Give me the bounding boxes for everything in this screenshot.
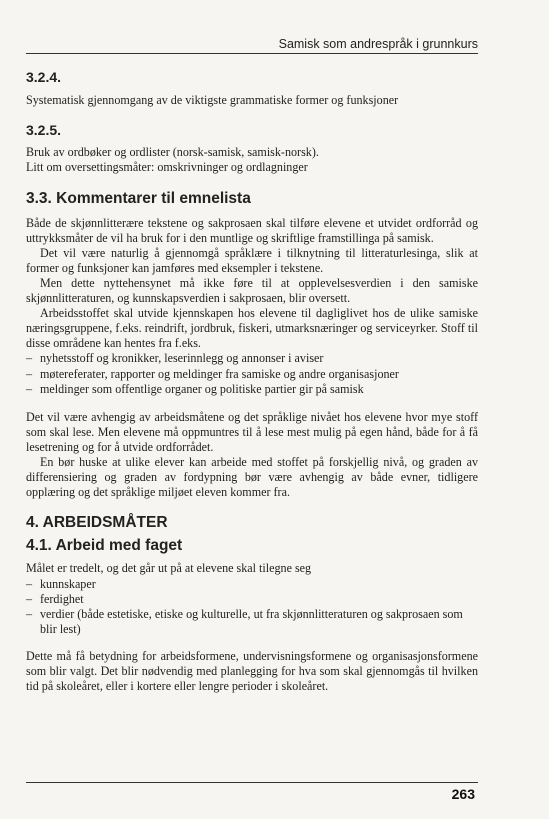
page-number: 263 [451, 786, 475, 802]
heading-4-1: 4.1. Arbeid med faget [26, 537, 183, 555]
heading-3-2-5: 3.2.5. [26, 122, 62, 139]
paragraph-3-3-5: Det vil være avhengig av arbeidsmåtene og det språklige nivået hos elevene hvor mye stoff som skal lese. Men elevene må oppmuntres til å lese mest mulig på egen hånd, både for å få lesetrening og for å utvide ordforrådet. [26, 409, 478, 454]
paragraph-3-3-4: Arbeidsstoffet skal utvide kjennskapen hos elevene til dagliglivet hos de ulike samiske næringsgruppene, f.eks. reindrift, jordbruk, fiskeri, utmarksnæringer og serviceyrker. Stoff til disse områdene kan hentes fra f.eks. [26, 306, 478, 351]
list-item: – nyhetsstoff og kronikker, leserinnlegg og annonser i aviser [26, 351, 478, 366]
list-item: – ferdighet [26, 592, 478, 607]
page-content [26, 70, 478, 694]
paragraph-3-3-6: En bør huske at ulike elever kan arbeide med stoffet på forskjellig nivå, og graden av differensiering og graden av fordypning bør være avhengig av både evner, tidligere opplæring og det språklige miljøet eleven kommer fra. [26, 454, 478, 500]
list-item: – meldinger som offentlige organer og politiske partier gir på samisk [26, 382, 478, 397]
heading-4: 4. ARBEIDSMÅTER [26, 514, 168, 532]
list-item: – kunnskaper [26, 577, 478, 592]
running-head: Samisk som andrespråk i grunnkurs [26, 37, 478, 54]
paragraph-4-1-1: Dette må få betydning for arbeidsformene, undervisningsformene og organisasjonsformene som blir valgt. Det blir nødvendig med planlegging for hva som skal gjennomgås til hvilken tid på skoleåret, eller i kortere eller lengre perioder i skoleåret. [26, 648, 478, 694]
paragraph-3-3-3: Men dette nyttehensynet må ikke føre til at opplevelsesverdien i den samiske skjønnlitteraturen, og kunnskapsverdien i sakprosaen, blir oversett. [26, 275, 478, 306]
paragraph-3-2-5-line2: Litt om oversettingsmåter: omskrivninger og ordlagninger [26, 160, 308, 175]
paragraph-3-3-1: Både de skjønnlitterære tekstene og sakprosaen skal tilføre elevene et utvidet ordforråd og uttrykksmåter de vil ha bruk for i den muntlige og skriftlige framstillinga på samisk. [26, 215, 478, 245]
footer-rule [26, 782, 478, 783]
heading-3-2-4: 3.2.4. [26, 69, 62, 85]
paragraph-3-2-4: Systematisk gjennomgang av de viktigste grammatiske former og funksjoner [26, 93, 399, 108]
paragraph-3-2-5-line1: Bruk av ordbøker og ordlister (norsk-samisk, samisk-norsk). [26, 145, 319, 160]
list-item: – møtereferater, rapporter og meldinger fra samiske og andre organisasjoner [26, 367, 478, 382]
heading-3-3: 3.3. Kommentarer til emnelista [26, 190, 251, 208]
paragraph-3-3-2: Det vil være naturlig å gjennomgå språklære i tilknytning til litteraturlesinga, slik at former og funksjoner kan jamføres med eksempler i tekstene. [26, 245, 478, 275]
paragraph-4-1-intro: Målet er tredelt, og det går ut på at elevene skal tilegne seg [26, 561, 312, 576]
list-item: – verdier (både estetiske, etiske og kulturelle, ut fra skjønnlitteraturen og sakprosaen som blir lest) [26, 607, 478, 637]
